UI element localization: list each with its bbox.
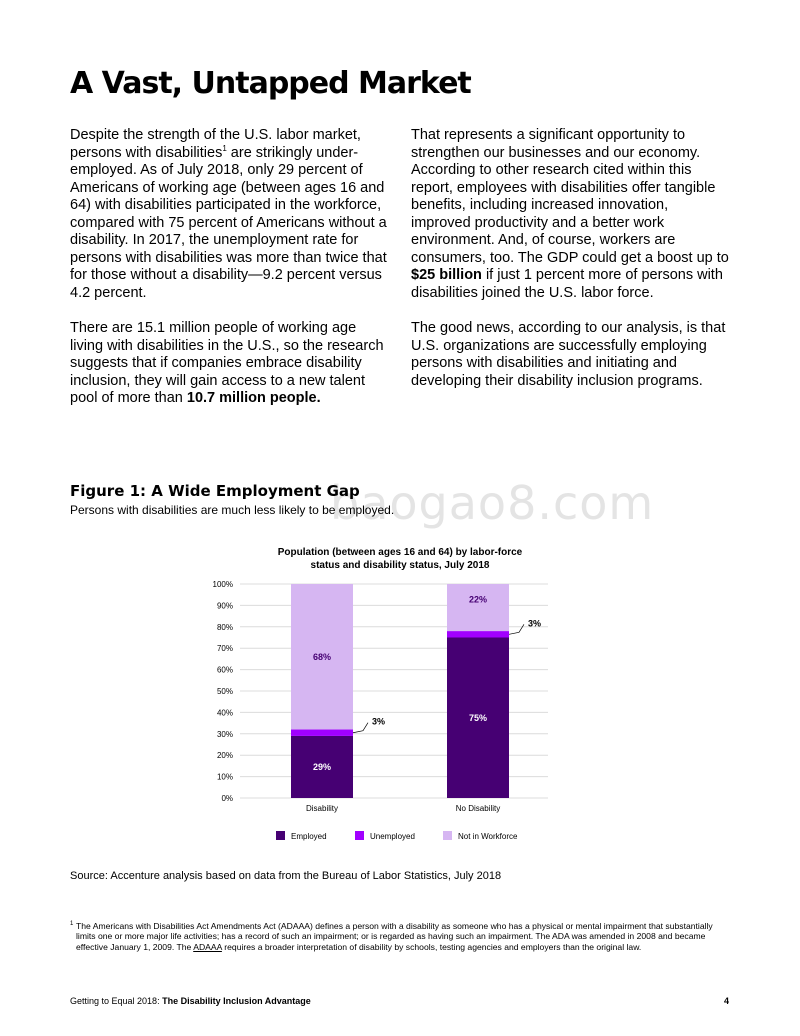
left-para1-text-b: are strikingly under-employed. As of July 2018, only 29 percent of Americans of working age (between ages 16 and 64) with disabilities participated in the workforce, compared with 75 percent of Americans without a disability. In 2017, the unemployment rate for persons with disabilities was more than twice that for those without a disability—9.2 percent versus 4.2 percent. <box>70 144 387 301</box>
footer-prefix: Getting to Equal 2018: <box>70 996 163 1006</box>
y-tick-label: 90% <box>216 601 233 611</box>
y-tick-label: 40% <box>216 708 233 718</box>
data-label: 75% <box>468 712 488 723</box>
legend-label: Not in Workforce <box>458 832 518 841</box>
left-para2-bold: 10.7 million people. <box>186 390 321 406</box>
y-tick-label: 50% <box>216 687 233 696</box>
leader-line <box>353 723 368 733</box>
left-para1-text-a: Despite the strength of the U.S. labor market, persons with disabilities <box>70 127 361 161</box>
page-footer <box>70 996 311 1006</box>
bar-segment-not-in-workforce <box>447 584 509 631</box>
data-label: 68% <box>312 651 332 662</box>
page-number: 4 <box>724 996 730 1006</box>
footer-report-title: The Disability Inclusion Advantage <box>162 996 311 1006</box>
legend-swatch <box>355 831 364 840</box>
footnote-mark: 1 <box>70 921 74 927</box>
bar-segment-unemployed <box>447 631 509 637</box>
source-note: Source: Accenture analysis based on data from the Bureau of Labor Statistics, July 2018 <box>70 870 502 882</box>
legend-swatch <box>443 831 452 840</box>
chart-title-line-2: status and disability status, July 2018 <box>310 560 490 571</box>
legend-swatch <box>276 831 285 840</box>
bar-segment-unemployed <box>291 730 353 736</box>
y-tick-label: 30% <box>216 729 233 739</box>
adaaa-link[interactable]: ADAAA <box>193 941 222 952</box>
footnote-text-a: The Americans with Disabilities Act Amendments Act (ADAAA) defines a person with a disability as someone who has a physical or mental impairment that substantially limits one or more major life activities; has a record of such an impairment; or is regarded as having such an impairment. The ADA was amended in 2008 and became effective January 1, 2009. The <box>76 921 713 952</box>
chart-legend <box>276 831 518 841</box>
footnote-text <box>70 921 732 952</box>
y-tick-label: 0% <box>221 794 233 803</box>
legend-label: Employed <box>291 832 327 841</box>
leader-line <box>509 624 524 634</box>
x-category-label: No Disability <box>455 804 501 813</box>
y-tick-label: 100% <box>212 580 233 589</box>
left-para2-text: There are 15.1 million people of working age living with disabilities in the U.S., so the research suggests that if companies embrace disability inclusion, they will gain access to a new talent pool of more than <box>70 320 384 406</box>
page-title: A Vast, Untapped Market <box>70 66 471 101</box>
watermark: baogao8.com <box>330 476 655 530</box>
right-para1-text-a: That represents a significant opportunity to strengthen our businesses and our economy. According to other research cited within this report, employees with disabilities offer tangible benefits, including increased innovation, improved productivity and a better work environment. And, of course, workers are consumers, too. The GDP could get a boost up to <box>411 127 729 266</box>
data-label: 22% <box>468 594 488 605</box>
chart-title-line-1: Population (between ages 16 and 64) by labor-force <box>277 547 523 558</box>
data-label: 29% <box>312 761 332 772</box>
right-para1-text-b: if just 1 percent more of persons with disabilities joined the U.S. labor force. <box>411 267 723 301</box>
footnote-reference[interactable]: 1 <box>222 143 227 153</box>
figure-title: Figure 1: A Wide Employment Gap <box>70 482 360 500</box>
data-label: 3% <box>528 618 542 629</box>
right-paragraph-2: The good news, according to our analysis, is that U.S. organizations are successfully employing persons with disabilities and initiating and developing their disability inclusion programs. <box>411 320 726 389</box>
y-tick-label: 10% <box>216 772 233 782</box>
data-label: 3% <box>372 716 386 727</box>
footnote-text-b: requires a broader interpretation of disability by schools, testing agencies and employers than the original law. <box>221 941 642 952</box>
footnote <box>70 921 732 952</box>
x-category-label: Disability <box>305 804 339 813</box>
y-tick-label: 60% <box>216 665 233 675</box>
legend-label: Unemployed <box>370 832 415 841</box>
y-tick-label: 20% <box>216 751 233 761</box>
figure-subtitle: Persons with disabilities are much less likely to be employed. <box>70 503 395 517</box>
x-axis-labels <box>306 804 500 813</box>
y-axis-ticks <box>213 580 233 803</box>
y-tick-label: 80% <box>216 622 233 632</box>
right-para1-bold: $25 billion <box>411 267 482 283</box>
y-tick-label: 70% <box>216 644 233 654</box>
